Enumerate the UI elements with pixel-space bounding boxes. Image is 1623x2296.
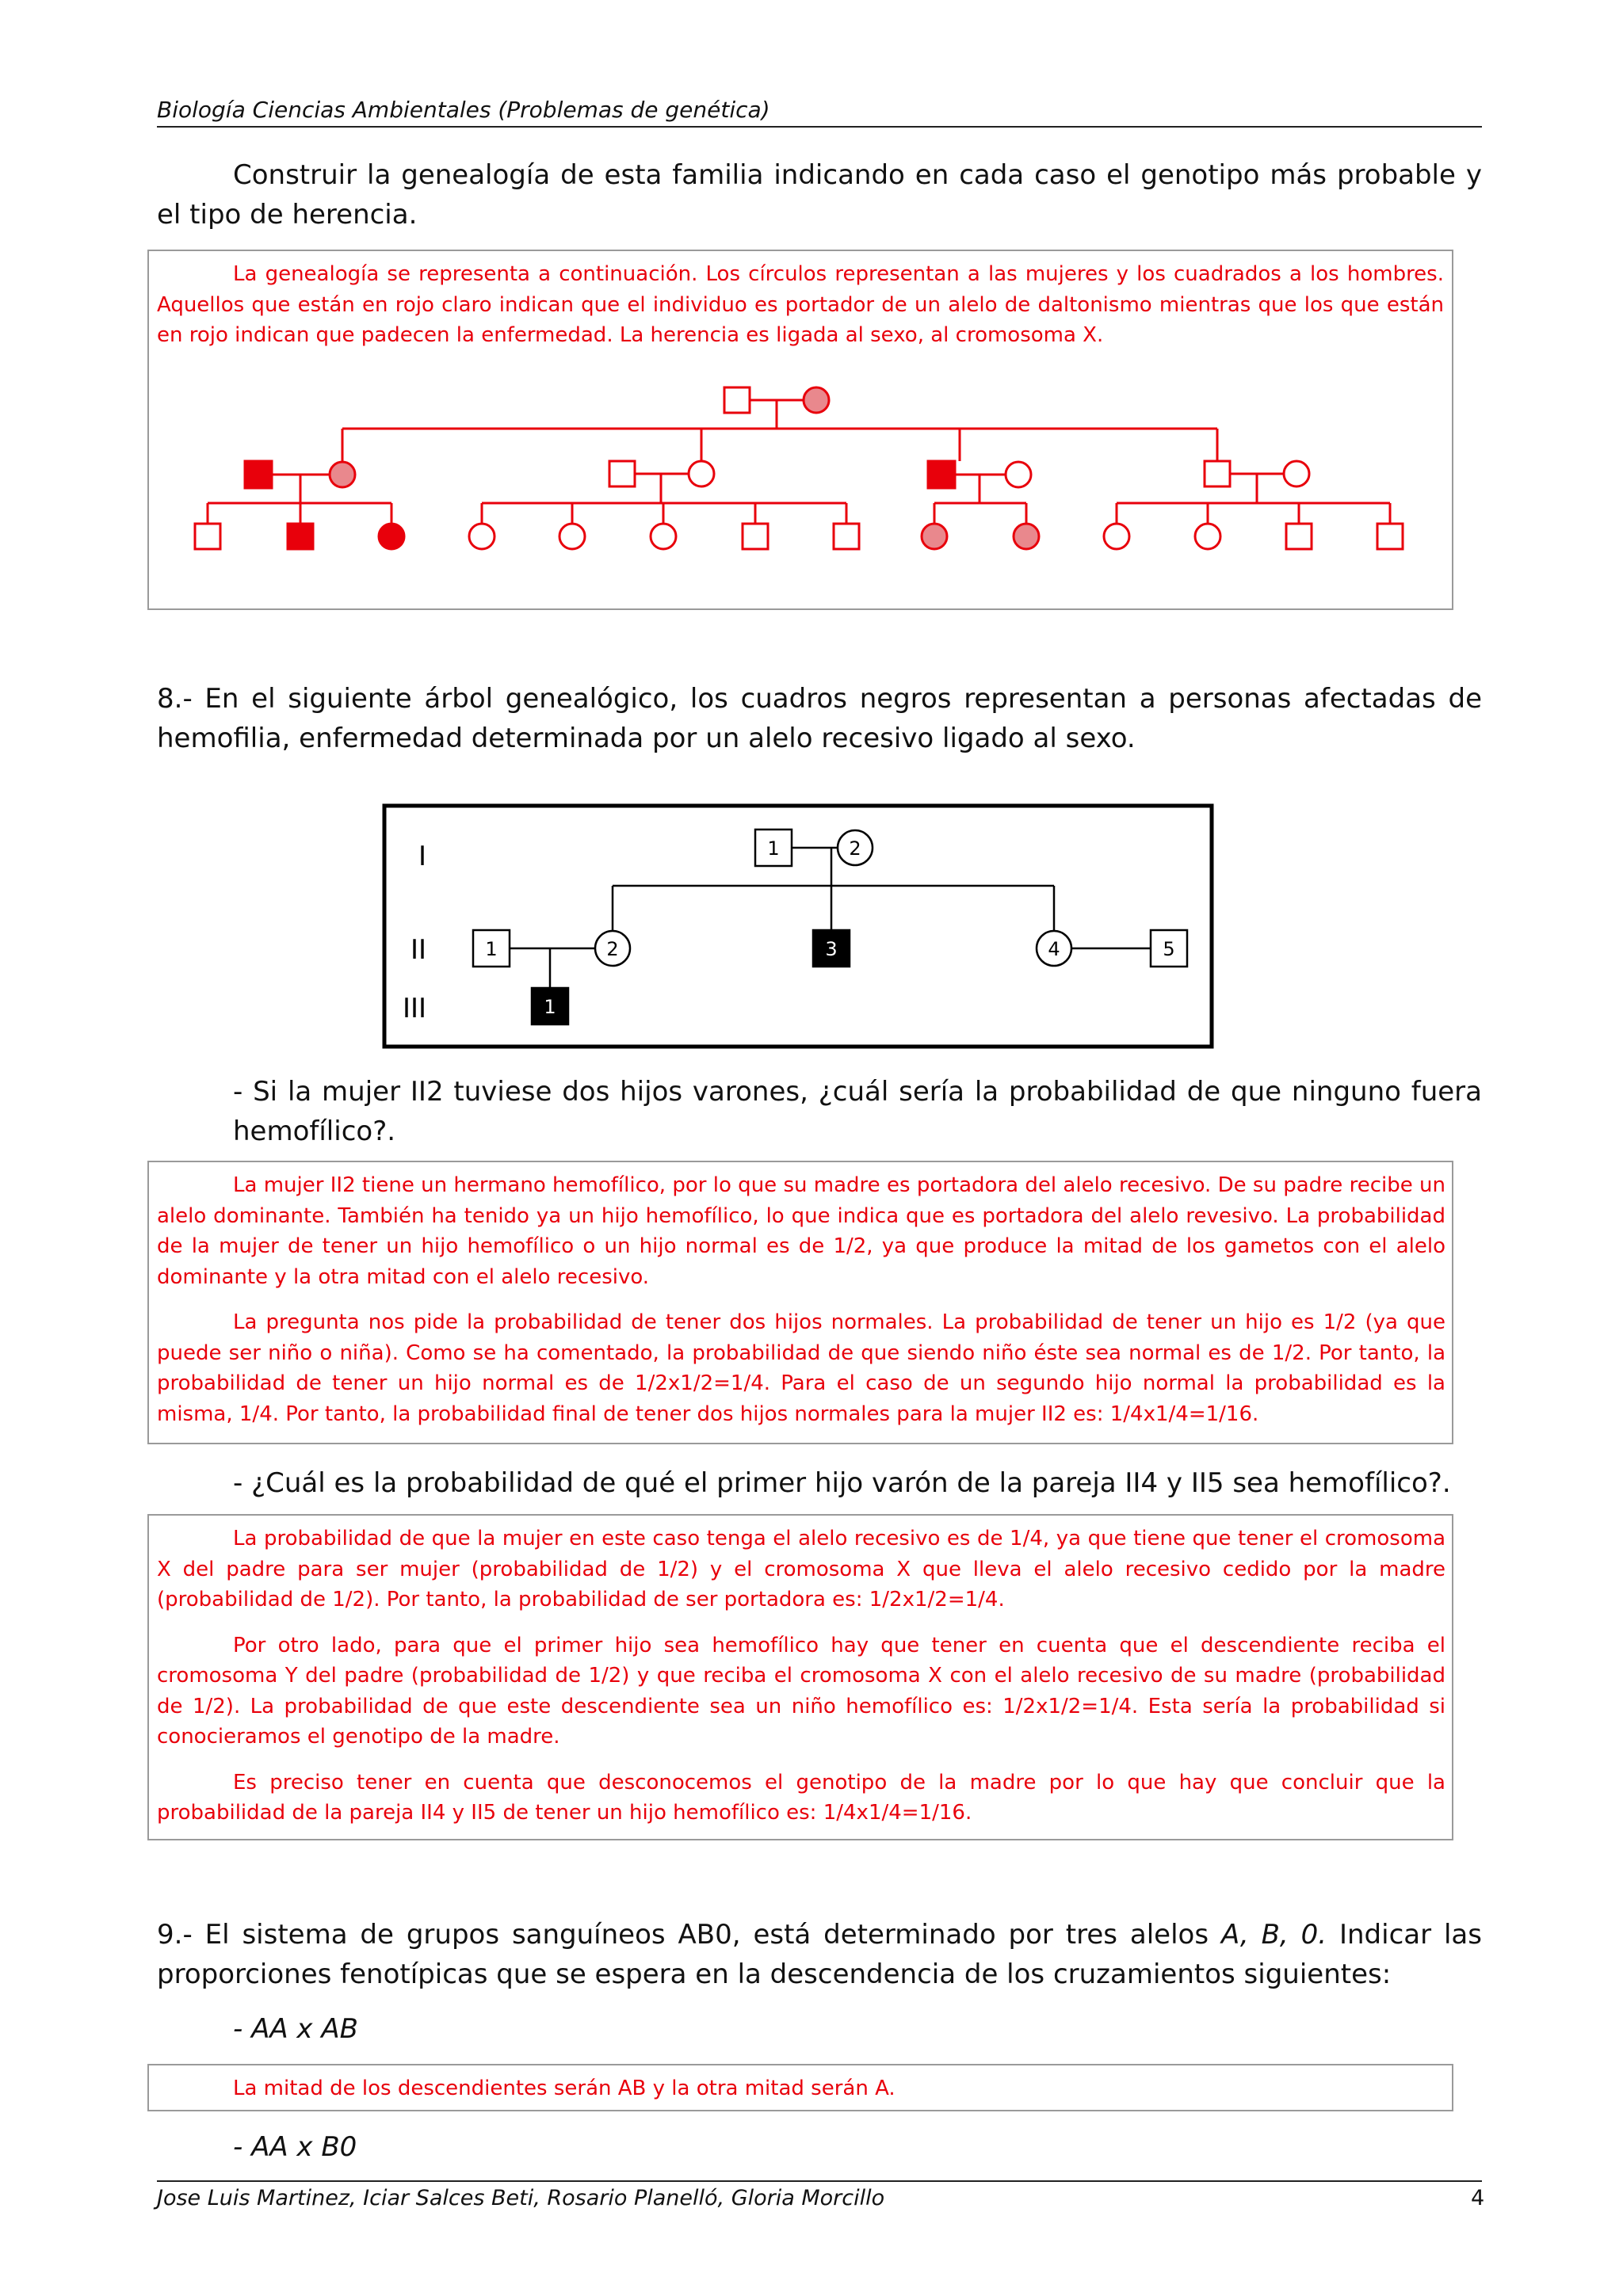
page-number: 4 <box>1471 2186 1485 2210</box>
gen-label-I: I <box>418 841 427 872</box>
fam2-father <box>609 461 635 486</box>
answer-daltonismo-text: La genealogía se representa a continuación. Los círculos representan a las mujeres y los cuadrados a los hombres. Aquellos que están en rojo claro indican que el individuo es portador de un alelo de daltonismo mientras que los que están en rojo indican que padecen la enfermedad. La herencia es ligada al sexo, al cromosoma X. <box>157 262 1444 347</box>
answer2-paragraph-3: Es preciso tener en cuenta que desconocemos el genotipo de la madre por lo que hay que concluir que la probabilidad de la pareja II4 y II5 de tener un hijo hemofílico es: 1/4x1/4=1/16. <box>157 1770 1445 1825</box>
hemofilia-pedigree <box>382 803 1214 1049</box>
fam3-mother <box>1006 462 1031 487</box>
problem9-statement-start: 9.- El sistema de grupos sanguíneos AB0, está determinado por tres alelos <box>157 1919 1221 1951</box>
label-I2: 2 <box>849 837 861 860</box>
fam2-son-1 <box>743 524 768 549</box>
gen-label-III: III <box>403 993 427 1024</box>
fam1-mother-carrier <box>330 462 355 487</box>
fam1-son-affected <box>288 524 313 549</box>
footer-authors: Jose Luis Martinez, Iciar Salces Beti, Rosario Planelló, Gloria Morcillo <box>157 2186 885 2210</box>
fam2-son-2 <box>834 524 859 549</box>
fam1-father-affected <box>245 461 272 488</box>
problem9-cross2: - AA x B0 <box>233 2131 357 2163</box>
problem8-question1: - Si la mujer II2 tuviese dos hijos varones, ¿cuál sería la probabilidad de que ninguno fuera hemofílico?. <box>233 1076 1482 1147</box>
fam4-son-1 <box>1286 524 1312 549</box>
fam2-mother <box>689 461 714 486</box>
problem8-statement: 8.- En el siguiente árbol genealógico, los cuadros negros representan a personas afectadas de hemofilia, enfermedad determinada por un alelo recesivo ligado al sexo. <box>157 683 1482 754</box>
intro-question: Construir la genealogía de esta familia indicando en cada caso el genotipo más probable y el tipo de herencia. <box>157 159 1482 231</box>
answer2-paragraph-1: La probabilidad de que la mujer en este caso tenga el alelo recesivo es de 1/4, ya que tiene que tener el cromosoma X del padre para ser mujer (probabilidad de 1/2) y el cromosoma X que lleva el alelo recesivo cedido por la madre (probabilidad de 1/2). Por tanto, la probabilidad de ser portadora es: 1/2x1/2=1/4. <box>157 1527 1445 1611</box>
fam4-son-2 <box>1377 524 1403 549</box>
fam4-daughter-2 <box>1195 524 1220 549</box>
problem8-question2: - ¿Cuál es la probabilidad de qué el primer hijo varón de la pareja II4 y II5 sea hemofílico?. <box>233 1467 1451 1499</box>
answer-box-daltonismo <box>147 250 1453 610</box>
fam2-daughter-1 <box>469 524 495 549</box>
document-header: Biología Ciencias Ambientales (Problemas de genética) <box>157 97 770 123</box>
answer2-paragraph-2: Por otro lado, para que el primer hijo sea hemofílico hay que tener en cuenta que el descendiente reciba el cromosoma Y del padre (probabilidad de 1/2) y que reciba el cromosoma X con el alelo recesivo de su madre (probabilidad de 1/2). La probabilidad de que este descendiente sea un niño hemofílico es: 1/2x1/2=1/4. Esta sería la probabilidad si conocieramos el genotipo de la madre. <box>157 1633 1445 1749</box>
answer1-paragraph-2: La pregunta nos pide la probabilidad de tener dos hijos normales. La probabilidad de tener un hijo es 1/2 (ya que puede ser niño o niña). Como se ha comentado, la probabilidad de que siendo niño éste sea normal es de 1/2. Por tanto, la probabilidad de tener un hijo normal es de 1/2x1/2=1/4. Para el caso de un segundo hijo normal la probabilidad es la misma, 1/4. Por tanto, la probabilidad final de tener dos hijos normales para la mujer II2 es: 1/4x1/4=1/16. <box>157 1310 1445 1426</box>
problem9-alleles: A, B, 0. <box>1220 1919 1327 1951</box>
answer-cross1-text: La mitad de los descendientes serán AB y la otra mitad serán A. <box>233 2077 896 2100</box>
fam1-son-1 <box>195 524 220 549</box>
fam3-daughter-carrier-2 <box>1014 524 1039 549</box>
fam4-daughter-1 <box>1104 524 1129 549</box>
gen-label-II: II <box>411 934 427 966</box>
label-II2: 2 <box>606 938 619 960</box>
answer-box-q1 <box>147 1161 1453 1444</box>
fam3-daughter-carrier-1 <box>922 524 947 549</box>
label-I1: 1 <box>767 837 780 860</box>
gen1-father <box>724 387 750 413</box>
label-II4: 4 <box>1048 938 1060 960</box>
footer-rule <box>157 2180 1482 2182</box>
label-II1: 1 <box>485 938 498 960</box>
problem9-statement-end: Indicar las proporciones fenotípicas que se espera en la descendencia de los cruzamientos siguientes: <box>157 1919 1482 1990</box>
answer-box-q2 <box>147 1514 1453 1840</box>
fam2-daughter-3 <box>651 524 676 549</box>
pedigree-frame <box>384 806 1212 1047</box>
fam4-mother <box>1284 461 1309 486</box>
problem9-statement <box>157 1915 1482 1994</box>
fam4-father <box>1205 461 1230 486</box>
label-III1: 1 <box>544 996 556 1018</box>
answer-box-cross1 <box>147 2064 1453 2111</box>
problem9-cross1: - AA x AB <box>233 2013 358 2045</box>
fam3-father-affected <box>928 461 955 488</box>
answer1-paragraph-1: La mujer II2 tiene un hermano hemofílico, por lo que su madre es portadora del alelo recesivo. De su padre recibe un alelo dominante. También ha tenido ya un hijo hemofílico, lo que indica que es portadora del alelo revesivo. La probabilidad de la mujer de tener un hijo hemofílico o un hijo normal es de 1/2, ya que produce la mitad de los gametos con el alelo dominante y la otra mitad con el alelo recesivo. <box>157 1173 1445 1289</box>
fam2-daughter-2 <box>559 524 585 549</box>
daltonismo-pedigree <box>149 251 1452 608</box>
gen1-mother-carrier <box>804 387 829 413</box>
header-rule <box>157 126 1482 128</box>
label-II3: 3 <box>825 938 838 960</box>
label-II5: 5 <box>1163 938 1175 960</box>
fam1-daughter-affected <box>379 524 404 549</box>
